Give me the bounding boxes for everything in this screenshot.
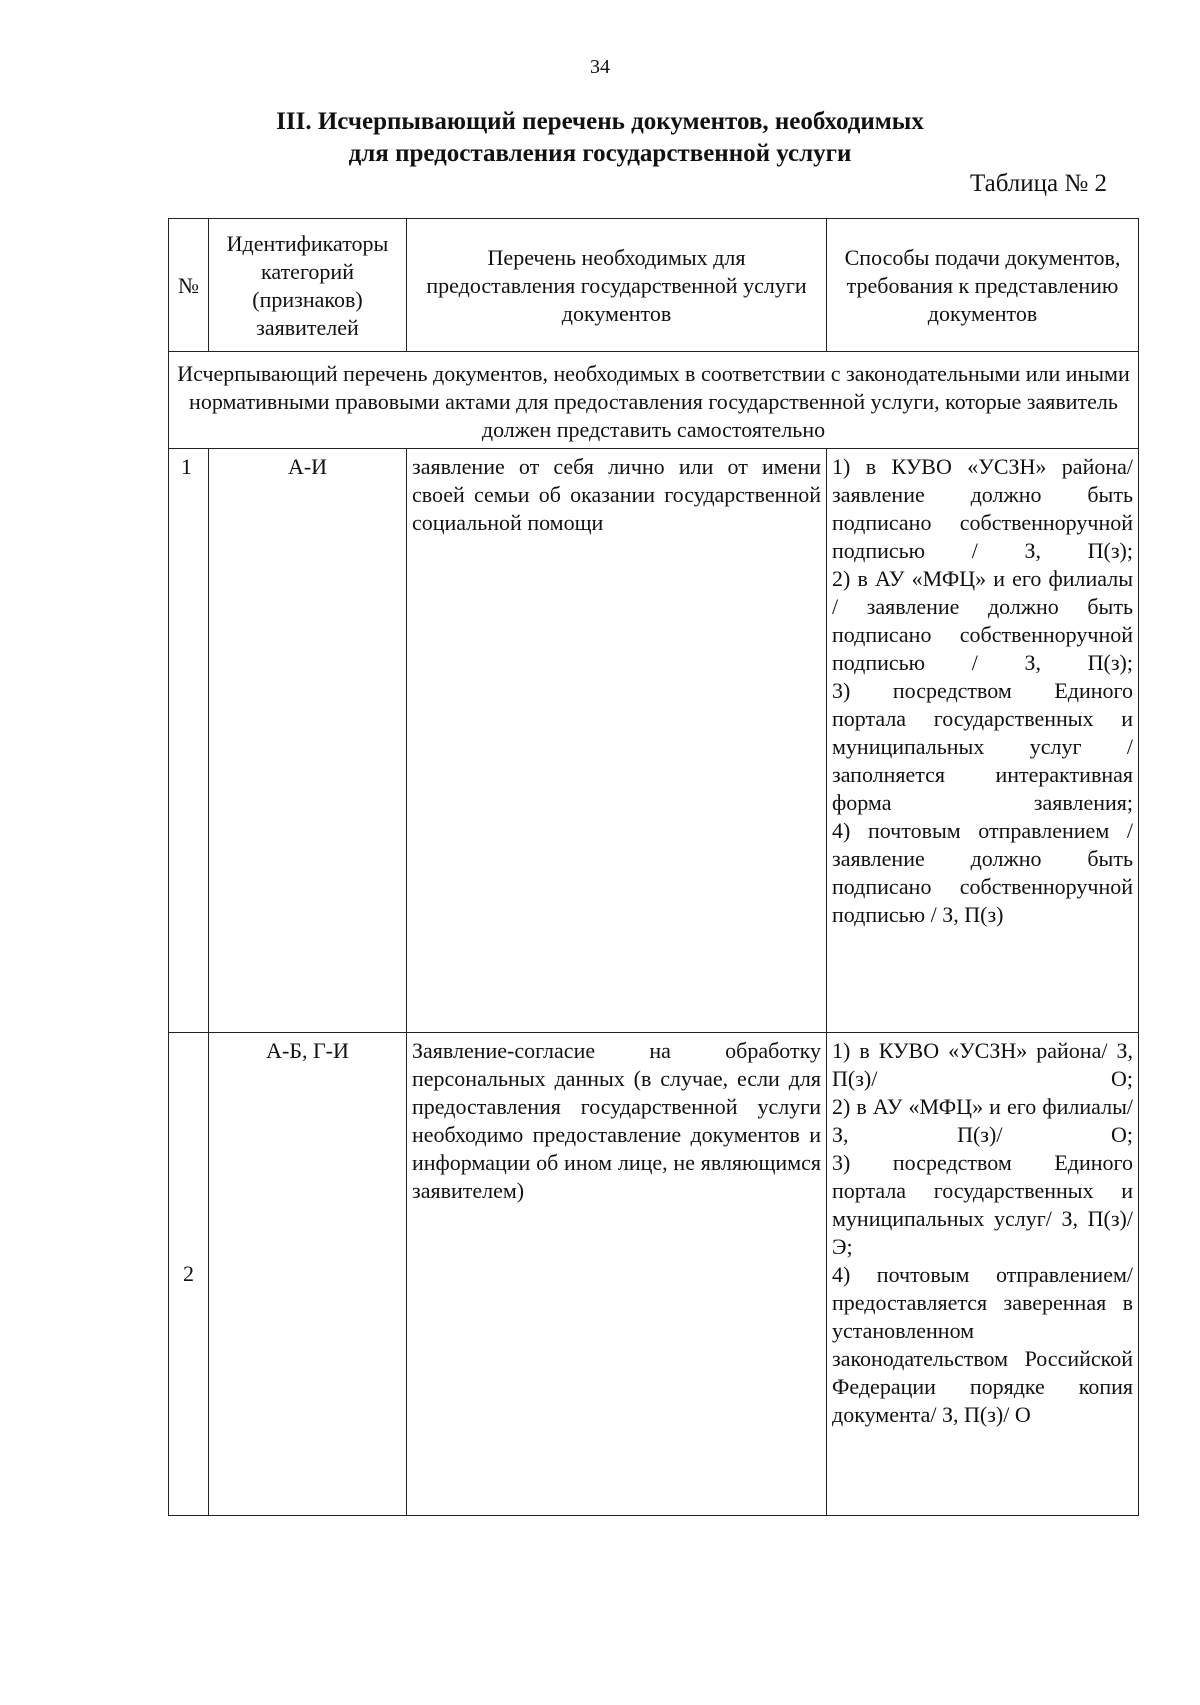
- table-caption: Таблица № 2: [969, 170, 1107, 197]
- table-row: [169, 1033, 1139, 1516]
- row-categories: А-И: [209, 449, 407, 1033]
- header-categories: Идентификаторы категорий (признаков) заявителей: [209, 219, 407, 352]
- header-number: №: [169, 219, 209, 352]
- method-item: 4) почтовым отправлением / заявление должно быть подписано собственноручной подписью / З, П(з): [832, 818, 1133, 927]
- section-row: [169, 352, 1139, 449]
- method-item: 4) почтовым отправлением/ предоставляется заверенная в установленном законодательством Российской Федерации порядке копия документа/ З, П(з)/ О: [832, 1262, 1133, 1427]
- method-item: 2) в АУ «МФЦ» и его филиалы/ З, П(з)/ О;: [832, 1094, 1133, 1147]
- method-item: 3) посредством Единого портала государственных и муниципальных услуг / заполняется интерактивная форма заявления;: [832, 678, 1133, 815]
- documents-table: [168, 218, 1139, 1516]
- row-number: 2: [169, 1033, 209, 1516]
- header-methods: Способы подачи документов, требования к представлению документов: [827, 219, 1139, 352]
- method-item: 2) в АУ «МФЦ» и его филиалы / заявление должно быть подписано собственноручной подписью / З, П(з);: [832, 566, 1133, 675]
- row-number: 1: [169, 449, 209, 1033]
- page-number: 34: [590, 56, 610, 78]
- row-document: заявление от себя лично или от имени своей семьи об оказании государственной социальной помощи: [407, 449, 827, 1033]
- method-item: 1) в КУВО «УСЗН» района/ З, П(з)/ О;: [832, 1038, 1133, 1091]
- row-methods: [827, 1033, 1139, 1516]
- method-item: 3) посредством Единого портала государственных и муниципальных услуг/ З, П(з)/ Э;: [832, 1150, 1133, 1259]
- section-heading-line-2: для предоставления государственной услуги: [348, 140, 852, 167]
- section-title: Исчерпывающий перечень документов, необходимых в соответствии с законодательными или иными нормативными правовыми актами для предоставления государственной услуги, которые заявитель должен представить самостоятельно: [169, 352, 1139, 449]
- method-item: 1) в КУВО «УСЗН» района/ заявление должно быть подписано собственноручной подписью / З, П(з);: [832, 454, 1133, 563]
- table-row: [169, 449, 1139, 1033]
- table-header-row: [169, 219, 1139, 352]
- section-heading: [160, 106, 1040, 170]
- header-documents: Перечень необходимых для предоставления государственной услуги документов: [407, 219, 827, 352]
- row-methods: [827, 449, 1139, 1033]
- row-categories: А-Б, Г-И: [209, 1033, 407, 1516]
- row-document: Заявление-согласие на обработку персональных данных (в случае, если для предоставления государственной услуги необходимо предоставление документов и информации об ином лице, не являющимся заявителем): [407, 1033, 827, 1516]
- section-heading-line-1: III. Исчерпывающий перечень документов, необходимых: [276, 108, 924, 135]
